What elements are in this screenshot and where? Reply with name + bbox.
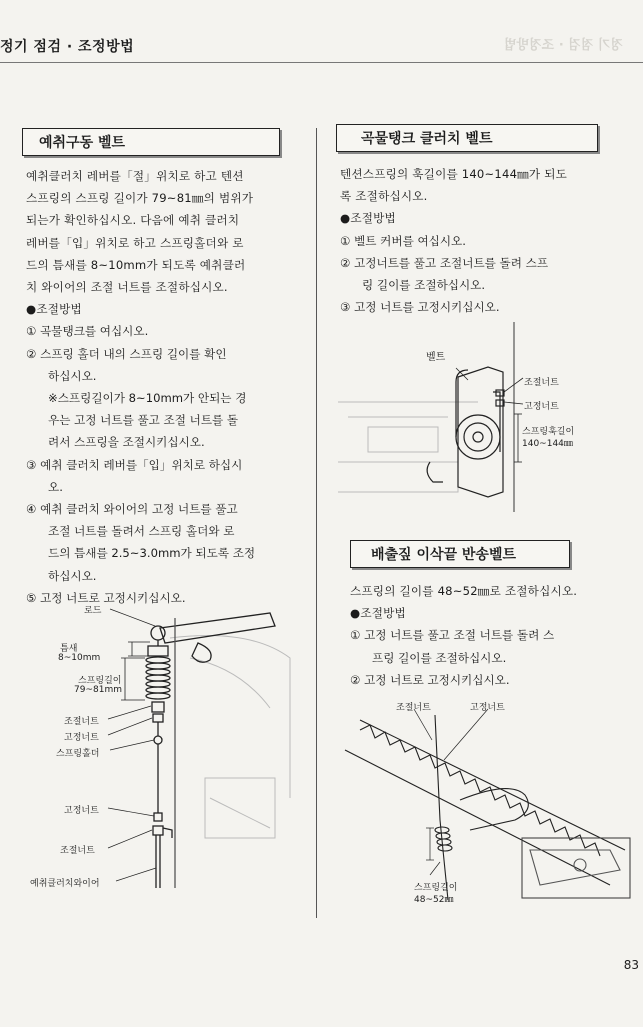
- step-text: 고정 너트를 풀고 조절 너트를 돌려 스: [364, 628, 555, 643]
- step-item: [26, 498, 255, 587]
- pulley: [456, 415, 500, 459]
- paragraph-line: 스프링의 길이를 48~52㎜로 조절하십시오.: [350, 584, 578, 598]
- step-text: 고정너트를 풀고 조절너트를 돌려 스프: [354, 255, 549, 270]
- step-text: 드의 틈새를 2.5~3.0mm가 되도록 조정: [48, 546, 256, 561]
- step-number: ③: [340, 300, 351, 315]
- method-label: ●조절방법: [26, 302, 82, 317]
- paragraph-line: 되는가 확인하십시오. 다음에 예취 클러치: [26, 213, 240, 228]
- section-title-grain-tank-clutch: [336, 124, 598, 152]
- paragraph-line: 텐션스프링의 훅길이를 140~144㎜가 되도: [340, 167, 568, 181]
- step-number: ⑤: [26, 590, 37, 605]
- label-adjust-nut: 조절너트: [524, 378, 559, 388]
- wire-sheath: [156, 835, 160, 888]
- label-gap: 틈새: [60, 644, 78, 654]
- right-section1-text: [340, 163, 567, 318]
- hook-part: [427, 462, 443, 482]
- step-note: 려서 스프링을 조절시키십시오.: [48, 435, 205, 450]
- rod: [160, 613, 275, 643]
- step-text: 고정 너트로 고정시키십시오.: [40, 590, 186, 605]
- conveyor-upper-edge: [360, 720, 625, 850]
- adjust-nut-shape: [152, 702, 164, 712]
- label-spring-length: 스프링길이: [78, 676, 122, 686]
- method-label: ●조절방법: [350, 606, 406, 621]
- step-text: 예취 클러치 레버를「입」위치로 하십시: [40, 457, 243, 472]
- step-text: 하십시오.: [48, 368, 97, 383]
- step-text: 오.: [48, 479, 63, 494]
- label-fix-nut: 고정너트: [470, 703, 505, 713]
- paragraph-line: 드의 틈새를 8~10mm가 되도록 예취클러: [26, 257, 246, 272]
- step-item: [26, 454, 255, 498]
- section-title-discharge-belt: [350, 540, 570, 568]
- discharge-belt-diagram: [340, 700, 640, 910]
- step-text: 프링 길이를 조절하십시오.: [372, 650, 507, 665]
- label-hook-length: 스프링훅길이: [522, 427, 575, 437]
- right-section2-text: [350, 580, 577, 691]
- page-number: 83: [623, 958, 639, 972]
- section-title-text: 배출짚 이삭끝 반송벨트: [371, 547, 516, 563]
- step-text: 고정 너트를 고정시키십시오.: [354, 300, 500, 315]
- step-note: ※스프링길이가 8~10mm가 안되는 경: [48, 391, 247, 406]
- chain-teeth: [360, 725, 600, 856]
- paragraph-line: 레버를「입」위치로 하고 스프링홀더와 로: [26, 235, 244, 250]
- section-title-text: 곡물탱크 클러치 벨트: [361, 131, 493, 147]
- label-fix-nut: 고정너트: [64, 733, 99, 743]
- step-text: 조절 너트를 돌려서 스프링 홀더와 로: [48, 524, 235, 539]
- step-number: ①: [26, 324, 37, 339]
- step-number: ②: [26, 346, 37, 361]
- step-text: 하십시오.: [48, 568, 97, 583]
- label-gap-value: 8~10mm: [58, 653, 101, 663]
- spring-coils: [146, 657, 170, 699]
- fix-nut2-shape: [154, 813, 162, 821]
- step-number: ①: [350, 628, 361, 643]
- method-label: ●조절방법: [340, 211, 396, 226]
- step-text: 예취 클러치 와이어의 고정 너트를 풀고: [40, 502, 238, 517]
- grain-tank-belt-diagram: [338, 322, 618, 512]
- bleedthrough-text: 정기 점검 · 조정방법: [504, 38, 623, 53]
- paragraph-line: 록 조절하십시오.: [340, 189, 428, 204]
- rod-pivot: [151, 626, 165, 640]
- holder-eye: [154, 736, 162, 744]
- label-fix-nut-2: 고정너트: [64, 806, 99, 816]
- step-text: 스프링 홀더 내의 스프링 길이를 확인: [40, 346, 227, 361]
- step-number: ②: [350, 672, 361, 687]
- background-sketch: [170, 636, 290, 839]
- paragraph-line: 치 와이어의 조절 너트를 조절하십시오.: [26, 280, 228, 295]
- label-spring-holder: 스프링홀더: [56, 749, 100, 759]
- section-title-text: 예취구동 벨트: [39, 135, 126, 151]
- label-spring-length-value: 48~52㎜: [414, 895, 454, 905]
- spring-holder-top: [148, 646, 168, 656]
- page-header-title: 정기 점검 · 조정방법: [0, 39, 135, 55]
- column-divider: [316, 128, 317, 918]
- left-paragraph: [26, 165, 255, 609]
- label-spring-length: 스프링길이: [414, 883, 458, 893]
- label-clutch-wire: 예취클러치와이어: [30, 879, 100, 889]
- header-divider: [0, 62, 643, 63]
- step-number: ①: [340, 233, 351, 248]
- label-rod: 로드: [84, 606, 102, 616]
- label-adjust-nut: 조절너트: [396, 703, 431, 713]
- step-item: [26, 320, 255, 342]
- label-belt: 벨트: [426, 352, 446, 363]
- tension-arm: [460, 789, 528, 830]
- paragraph-line: 스프링의 스프링 길이가 79~81㎜의 범위가: [26, 191, 254, 206]
- step-number: ④: [26, 502, 37, 517]
- step-item: [26, 343, 255, 454]
- label-hook-length-value: 140~144㎜: [522, 439, 573, 449]
- label-adjust-nut: 조절너트: [64, 717, 99, 727]
- spring-coils: [435, 827, 452, 851]
- spring-rod: [435, 715, 448, 900]
- adjust-nut2-shape: [153, 826, 163, 835]
- paragraph-line: 예취클러치 레버를「절」위치로 하고 텐션: [26, 169, 244, 183]
- conveyor-lower-edge: [345, 750, 610, 885]
- step-text: 곡물탱크를 여십시오.: [40, 324, 149, 339]
- fix-nut-shape: [153, 714, 163, 722]
- section-title-drive-belt: [22, 128, 280, 156]
- label-spring-length-value: 79~81mm: [74, 685, 122, 695]
- step-note: 우는 고정 너트를 풀고 조절 너트를 돌: [48, 413, 239, 428]
- label-adjust-nut-2: 조절너트: [60, 846, 95, 856]
- step-number: ③: [26, 457, 37, 472]
- label-fix-nut: 고정너트: [524, 402, 559, 412]
- background-sketch: [338, 402, 478, 492]
- step-text: 고정 너트로 고정시키십시오.: [364, 672, 510, 687]
- step-number: ②: [340, 255, 351, 270]
- step-text: 벨트 커버를 여십시오.: [354, 233, 466, 248]
- rod-end: [192, 643, 211, 662]
- step-text: 링 길이를 조절하십시오.: [362, 278, 486, 293]
